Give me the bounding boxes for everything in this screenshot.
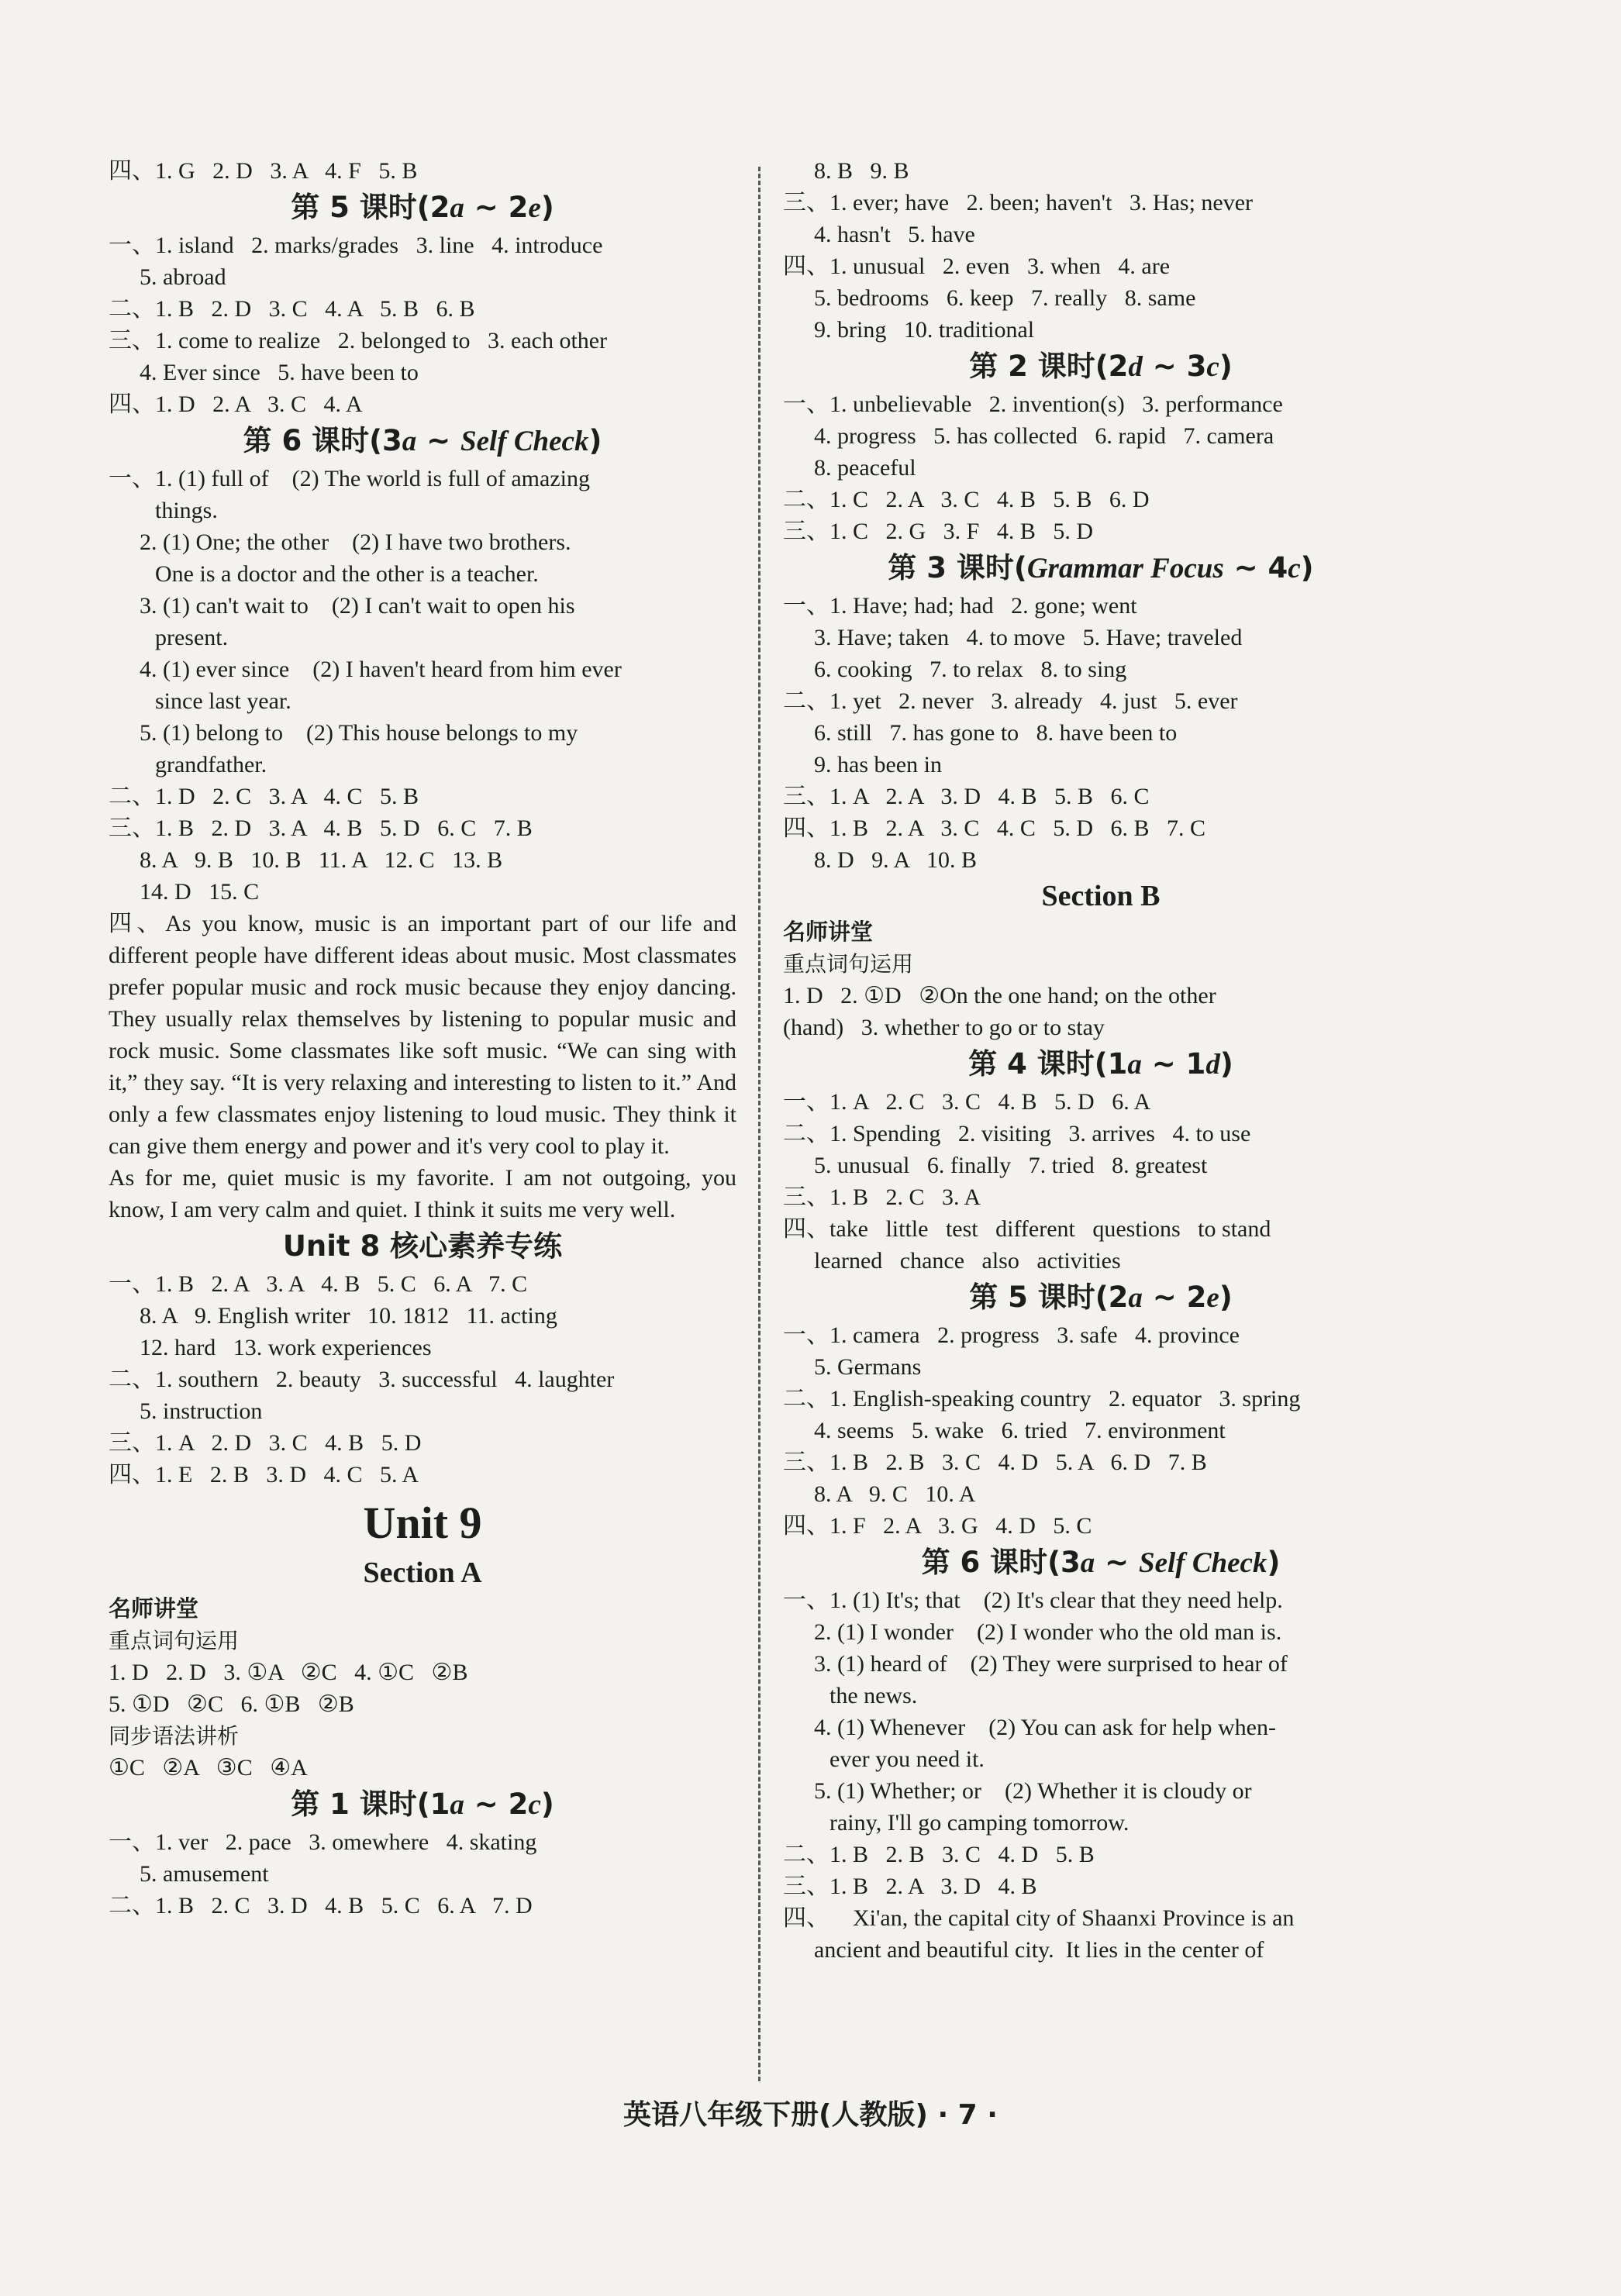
heading-part: Unit 8 核心素养专练: [282, 1229, 563, 1263]
answer-line: 一、1. ver 2. pace 3. omewhere 4. skating: [109, 1829, 537, 1855]
heading-part: ): [540, 191, 554, 224]
answer-line: 二、1. B 2. C 3. D 4. B 5. C 6. A 7. D: [109, 1893, 533, 1919]
answer-line: 3. Have; taken 4. to move 5. Have; traveled: [814, 625, 1243, 650]
answer-line: 一、1. island 2. marks/grades 3. line 4. introduce: [109, 233, 603, 258]
answer-line: 二、1. southern 2. beauty 3. successful 4. laughter: [109, 1367, 615, 1392]
heading-part: ): [1219, 1281, 1233, 1314]
answer-line: 4. seems 5. wake 6. tried 7. environment: [814, 1418, 1226, 1443]
lesson-heading: [109, 1785, 736, 1825]
answer-line: 6. still 7. has gone to 8. have been to: [814, 720, 1178, 746]
answer-line: 3. (1) heard of (2) They were surprised to hear of: [814, 1651, 1288, 1677]
answer-line: 5. amusement: [140, 1861, 269, 1887]
answer-line: 二、1. yet 2. never 3. already 4. just 5. ever: [783, 688, 1238, 714]
heading-part: c: [1288, 553, 1301, 584]
answer-line: 5. instruction: [140, 1398, 263, 1424]
answer-line: 二、1. C 2. A 3. C 4. B 5. B 6. D: [783, 487, 1150, 512]
answer-line: 四、1. B 2. A 3. C 4. C 5. D 6. B 7. C: [783, 815, 1206, 841]
essay-paragraph: As for me, quiet music is my favorite. I am not outgoing, you know, I am very calm and quiet. I think it suits me very well.: [109, 1165, 736, 1222]
subsection-title: 名师讲堂: [783, 919, 874, 945]
column-divider: [758, 167, 760, 2081]
section-title: Section A: [363, 1557, 482, 1589]
answer-line: 8. B 9. B: [814, 158, 909, 184]
essay-paragraph: 四、As you know, music is an important part of our life and different people have different ideas about music. Most classmates prefer popular music and rock music because they enjoy dancing. They usually relax themselves by listening to popular music and rock music. Some classmates like soft music. “We can sing with it,” they say. “It is very relaxing and interesting to listen to it.” And only a few classmates enjoy listening to loud music. They think it can give them energy and power and it's very cool to play it.: [109, 911, 736, 1159]
answer-line: 1. D 2. ①D ②On the one hand; on the other: [783, 983, 1216, 1008]
heading-part: ~ 4: [1223, 551, 1288, 584]
answer-line: 四、take little test different questions to stand: [783, 1216, 1271, 1242]
heading-part: d: [1205, 1049, 1220, 1081]
heading-part: ~ 2: [464, 1788, 529, 1821]
right-column: [783, 155, 1419, 1966]
heading-part: ~ 2: [464, 191, 529, 224]
answer-line: 三、1. B 2. A 3. D 4. B: [783, 1874, 1037, 1899]
answer-line: 8. A 9. B 10. B 11. A 12. C 13. B: [140, 847, 503, 873]
answer-line: grandfather.: [155, 752, 267, 777]
answer-line: 四、1. E 2. B 3. D 4. C 5. A: [109, 1462, 419, 1488]
answer-line: 二、1. English-speaking country 2. equator 3. spring: [783, 1386, 1301, 1412]
heading-part: 第 4 课时(1: [968, 1047, 1128, 1081]
answer-line: 四、1. unusual 2. even 3. when 4. are: [783, 253, 1171, 279]
answer-line: 三、1. B 2. B 3. C 4. D 5. A 6. D 7. B: [783, 1450, 1207, 1475]
heading-part: c: [1206, 351, 1219, 383]
heading-part: 第 1 课时(1: [291, 1788, 450, 1821]
answer-line: 5. (1) Whether; or (2) Whether it is cloudy or: [814, 1778, 1252, 1804]
answer-line: 5. Germans: [814, 1354, 922, 1380]
subsection-title: 名师讲堂: [109, 1595, 199, 1622]
answer-line: 5. (1) belong to (2) This house belongs to my: [140, 720, 578, 746]
heading-part: 第 5 课时(2: [291, 191, 450, 224]
answer-line: 三、1. ever; have 2. been; haven't 3. Has; never: [783, 190, 1254, 215]
heading-part: ~ 1: [1141, 1047, 1206, 1081]
heading-part: ~: [1095, 1546, 1140, 1579]
page-footer: 英语八年级下册(人教版) · 7 ·: [623, 2099, 998, 2131]
heading-part: 第 3 课时(: [888, 551, 1027, 584]
heading-part: a: [450, 1789, 464, 1821]
answer-line: 8. A 9. English writer 10. 1812 11. acting: [140, 1303, 557, 1329]
heading-part: Grammar Focus: [1026, 553, 1224, 584]
lesson-heading: [109, 188, 736, 228]
answer-line: 9. bring 10. traditional: [814, 317, 1035, 343]
heading-part: e: [1206, 1282, 1219, 1314]
answer-line: things.: [155, 498, 218, 523]
answer-line: 4. progress 5. has collected 6. rapid 7. camera: [814, 423, 1274, 449]
answer-line: 三、1. B 2. C 3. A: [783, 1184, 981, 1210]
answer-line: 2. (1) One; the other (2) I have two brothers.: [140, 529, 571, 555]
lesson-heading: [109, 422, 736, 461]
heading-part: a: [1127, 1049, 1142, 1081]
answer-line: 三、1. A 2. A 3. D 4. B 5. B 6. C: [783, 784, 1150, 809]
answer-line: 一、1. (1) It's; that (2) It's clear that they need help.: [783, 1588, 1283, 1613]
answer-line: ①C ②A ③C ④A: [109, 1755, 308, 1781]
answer-line: rainy, I'll go camping tomorrow.: [829, 1810, 1130, 1836]
answer-line: 一、1. camera 2. progress 3. safe 4. province: [783, 1322, 1240, 1348]
heading-part: ~ 3: [1142, 350, 1207, 383]
answer-line: 二、1. D 2. C 3. A 4. C 5. B: [109, 784, 419, 809]
heading-part: d: [1128, 351, 1143, 383]
heading-part: ): [1267, 1546, 1281, 1579]
answer-line: 三、1. come to realize 2. belonged to 3. each other: [109, 328, 608, 353]
answer-line: 5. ①D ②C 6. ①B ②B: [109, 1691, 354, 1717]
heading-part: e: [528, 192, 541, 224]
answer-line: 一、1. Have; had; had 2. gone; went: [783, 593, 1137, 619]
answer-line: (hand) 3. whether to go or to stay: [783, 1015, 1105, 1040]
subsection-label: 重点词句运用: [109, 1628, 240, 1653]
heading-part: ): [1219, 350, 1233, 383]
answer-line: 三、1. B 2. D 3. A 4. B 5. D 6. C 7. B: [109, 815, 533, 841]
answer-line: 2. (1) I wonder (2) I wonder who the old man is.: [814, 1619, 1282, 1645]
answer-line: 4. (1) ever since (2) I haven't heard from him ever: [140, 657, 622, 682]
answer-line: 一、1. A 2. C 3. C 4. B 5. D 6. A: [783, 1089, 1151, 1115]
answer-line: 4. Ever since 5. have been to: [140, 360, 419, 385]
heading-part: a: [1080, 1547, 1095, 1579]
heading-part: ): [540, 1788, 554, 1821]
answer-line: 6. cooking 7. to relax 8. to sing: [814, 657, 1127, 682]
answer-line: present.: [155, 625, 229, 650]
answer-line: 四、1. G 2. D 3. A 4. F 5. B: [109, 158, 418, 184]
answer-line: 二、1. B 2. B 3. C 4. D 5. B: [783, 1842, 1095, 1867]
answer-line: since last year.: [155, 688, 291, 714]
answer-line: 5. unusual 6. finally 7. tried 8. greatest: [814, 1153, 1208, 1178]
heading-part: 第 5 课时(2: [969, 1281, 1129, 1314]
lesson-heading: [783, 1543, 1419, 1583]
answer-line: 一、1. (1) full of (2) The world is full of amazing: [109, 466, 590, 491]
lesson-heading: [783, 549, 1419, 588]
answer-line: 14. D 15. C: [140, 879, 260, 905]
answer-line: 4. hasn't 5. have: [814, 222, 975, 247]
answer-line: 四、1. D 2. A 3. C 4. A: [109, 391, 363, 417]
heading-part: Self Check: [1139, 1547, 1267, 1579]
heading-part: c: [528, 1789, 541, 1821]
answer-line: 12. hard 13. work experiences: [140, 1335, 432, 1360]
answer-line: 1. D 2. D 3. ①A ②C 4. ①C ②B: [109, 1660, 468, 1685]
answer-line: 一、1. B 2. A 3. A 4. B 5. C 6. A 7. C: [109, 1271, 528, 1297]
heading-part: 第 6 课时(3: [921, 1546, 1081, 1579]
answer-line: 4. (1) Whenever (2) You can ask for help when-: [814, 1715, 1276, 1740]
answer-line: 二、1. Spending 2. visiting 3. arrives 4. to use: [783, 1121, 1251, 1146]
answer-line: 8. D 9. A 10. B: [814, 847, 978, 873]
heading-part: ): [588, 424, 602, 457]
answer-line: 3. (1) can't wait to (2) I can't wait to open his: [140, 593, 575, 619]
subsection-label: 重点词句运用: [783, 951, 914, 977]
answer-line: learned chance also activities: [814, 1248, 1121, 1274]
heading-part: ~: [416, 424, 461, 457]
heading-part: ): [1300, 551, 1314, 584]
answer-line: the news.: [829, 1683, 918, 1708]
answer-line: 三、1. C 2. G 3. F 4. B 5. D: [783, 519, 1094, 544]
lesson-heading: [783, 1278, 1419, 1318]
answer-line: 8. A 9. C 10. A: [814, 1481, 976, 1507]
heading-part: 第 2 课时(2: [969, 350, 1129, 383]
heading-part: a: [450, 192, 464, 224]
heading-part: a: [402, 426, 417, 457]
heading-part: ~ 2: [1142, 1281, 1207, 1314]
answer-line: ever you need it.: [829, 1746, 985, 1772]
lesson-heading: [783, 347, 1419, 387]
answer-line: 5. abroad: [140, 264, 226, 290]
subsection-label: 同步语法讲析: [109, 1723, 240, 1749]
answer-line: 5. bedrooms 6. keep 7. really 8. same: [814, 285, 1196, 311]
answer-line: 8. peaceful: [814, 455, 916, 481]
answer-line: 四、 Xi'an, the capital city of Shaanxi Province is an: [783, 1905, 1295, 1931]
lesson-heading: [783, 1045, 1419, 1084]
heading-part: a: [1128, 1282, 1143, 1314]
answer-line: ancient and beautiful city. It lies in the center of: [814, 1937, 1264, 1963]
heading-part: ): [1219, 1047, 1233, 1081]
heading-part: 第 6 课时(3: [243, 424, 402, 457]
heading-part: Self Check: [460, 426, 589, 457]
answer-line: 三、1. A 2. D 3. C 4. B 5. D: [109, 1430, 422, 1456]
lesson-heading: [109, 1227, 736, 1267]
unit-title: Unit 9: [363, 1498, 482, 1548]
left-column: [109, 155, 736, 1922]
answer-line: 四、1. F 2. A 3. G 4. D 5. C: [783, 1513, 1092, 1539]
section-title: Section B: [1041, 880, 1161, 912]
answer-line: 一、1. unbelievable 2. invention(s) 3. performance: [783, 391, 1283, 417]
answer-line: 9. has been in: [814, 752, 942, 777]
answer-line: 二、1. B 2. D 3. C 4. A 5. B 6. B: [109, 296, 475, 322]
answer-line: One is a doctor and the other is a teacher.: [155, 561, 539, 587]
